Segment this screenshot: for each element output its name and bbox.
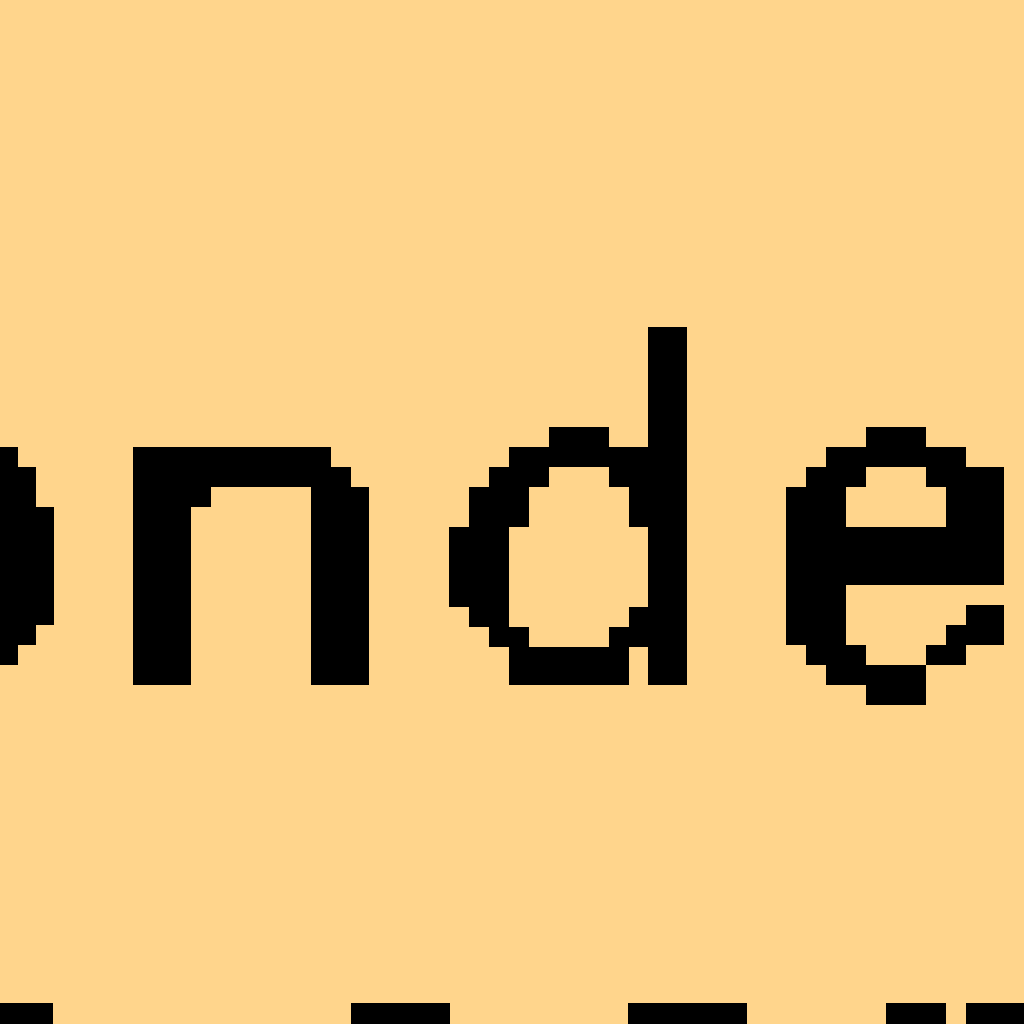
letter-d-bowl: [469, 487, 529, 527]
letter-n-curve: [331, 467, 351, 487]
letter-d-bowl: [509, 447, 649, 467]
clipped-bottom-glyph: [0, 1003, 53, 1024]
partial-left-glyph: [36, 507, 54, 625]
letter-e-top: [866, 427, 926, 447]
letter-e-bar: [786, 527, 1004, 585]
letter-e-top: [926, 467, 1004, 487]
letter-d-bowl: [609, 467, 649, 487]
letter-e-tail: [946, 625, 1004, 645]
clipped-bottom-glyph: [886, 1003, 946, 1024]
letter-e-bottom: [866, 685, 926, 705]
letter-n-right-leg: [311, 487, 369, 685]
letter-e-bottom: [926, 645, 966, 665]
letter-e-bottom: [826, 665, 926, 685]
letter-n-arch: [191, 447, 331, 487]
letter-e-right: [946, 487, 1004, 527]
letter-d-bowl: [549, 427, 609, 447]
clipped-bottom-glyph: [628, 1003, 747, 1024]
letter-n-stem: [133, 447, 191, 685]
letter-d-bowl: [509, 647, 629, 685]
partial-left-glyph: [0, 447, 18, 665]
letter-d-bowl: [609, 627, 649, 647]
clipped-bottom-glyph: [351, 1003, 450, 1024]
letter-e-tail: [966, 605, 1004, 625]
letter-e-top: [826, 447, 966, 467]
letter-n-shoulder: [191, 487, 211, 507]
letter-d-bowl: [489, 627, 529, 647]
letter-d-bowl: [489, 467, 549, 487]
letter-e-top: [806, 467, 866, 487]
letter-e-left: [786, 585, 846, 645]
letter-d-bowl: [629, 487, 649, 527]
letter-d-bowl: [449, 527, 509, 607]
letter-d-bowl: [629, 607, 649, 627]
clipped-bottom-glyph: [966, 1003, 1024, 1024]
letter-d-stem: [648, 327, 687, 685]
partial-left-glyph: [18, 467, 36, 645]
letter-e-bottom: [806, 645, 866, 665]
letter-e-left: [786, 487, 846, 527]
letter-d-bowl: [469, 607, 509, 627]
